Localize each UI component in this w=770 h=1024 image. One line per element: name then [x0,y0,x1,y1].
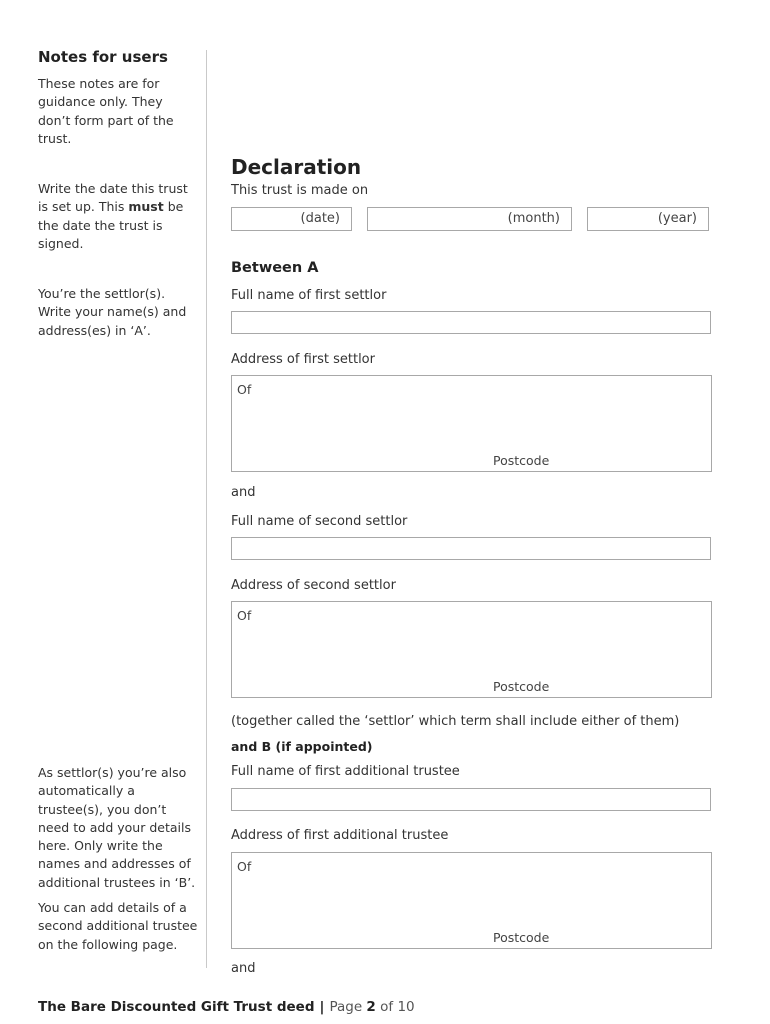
footer-page-number: 2 [366,999,376,1015]
first-trustee-name-label: Full name of first additional trustee [231,764,460,779]
column-divider [206,50,207,968]
date-note-post: be the date the trust is signed. [38,199,184,251]
between-b-title: and B (if appointed) [231,739,373,754]
footer-page-total: 10 [397,999,415,1015]
first-settlor-name-field[interactable] [231,311,711,334]
trustee-note: As settlor(s) you’re also automatically a trustee(s), you don’t need to add your details here. Only write the names and addresses of additional trustees in ‘B’. [38,765,196,890]
page-footer [38,999,415,1015]
postcode-label: Postcode [493,930,550,945]
guidance-note: These notes are for guidance only. They don’t form part of the trust. [38,76,174,146]
second-settlor-name-label: Full name of second settlor [231,514,408,529]
second-settlor-address-label: Address of second settlor [231,578,396,593]
first-trustee-address-field[interactable] [231,852,712,949]
footer-separator: | [319,999,325,1015]
postcode-label: Postcode [493,679,550,694]
date-note-pre: Write the date this trust is set up. This [38,181,188,215]
address-of-label: Of [237,608,252,623]
year-placeholder: (year) [657,211,697,226]
date-note-must: must [128,199,164,215]
first-settlor-address-label: Address of first settlor [231,352,375,367]
and-text: and [231,961,256,976]
footer-of-word: of [380,999,394,1015]
second-trustee-note: You can add details of a second additional trustee on the following page. [38,900,198,952]
date-placeholder: (date) [300,211,340,226]
date-field[interactable] [231,207,352,231]
address-of-label: Of [237,382,252,397]
declaration-title: Declaration [231,155,362,179]
between-a-title: Between A [231,260,319,276]
year-field[interactable] [587,207,709,231]
second-settlor-address-field[interactable] [231,601,712,698]
first-trustee-address-label: Address of first additional trustee [231,828,449,843]
footer-page-word: Page [329,999,363,1015]
notes-title: Notes for users [38,48,168,66]
first-settlor-name-label: Full name of first settlor [231,288,387,303]
footer-doc-title: The Bare Discounted Gift Trust deed [38,999,315,1015]
first-settlor-address-field[interactable] [231,375,712,472]
postcode-label: Postcode [493,453,550,468]
month-placeholder: (month) [507,211,560,226]
date-note [38,180,198,253]
and-text: and [231,485,256,500]
made-on-label: This trust is made on [231,183,369,198]
settlor-note: You’re the settlor(s). Write your name(s) and address(es) in ‘A’. [38,286,187,338]
address-of-label: Of [237,859,252,874]
second-settlor-name-field[interactable] [231,537,711,560]
together-note: (together called the ‘settlor’ which term shall include either of them) [231,714,680,729]
first-trustee-name-field[interactable] [231,788,711,811]
month-field[interactable] [367,207,572,231]
